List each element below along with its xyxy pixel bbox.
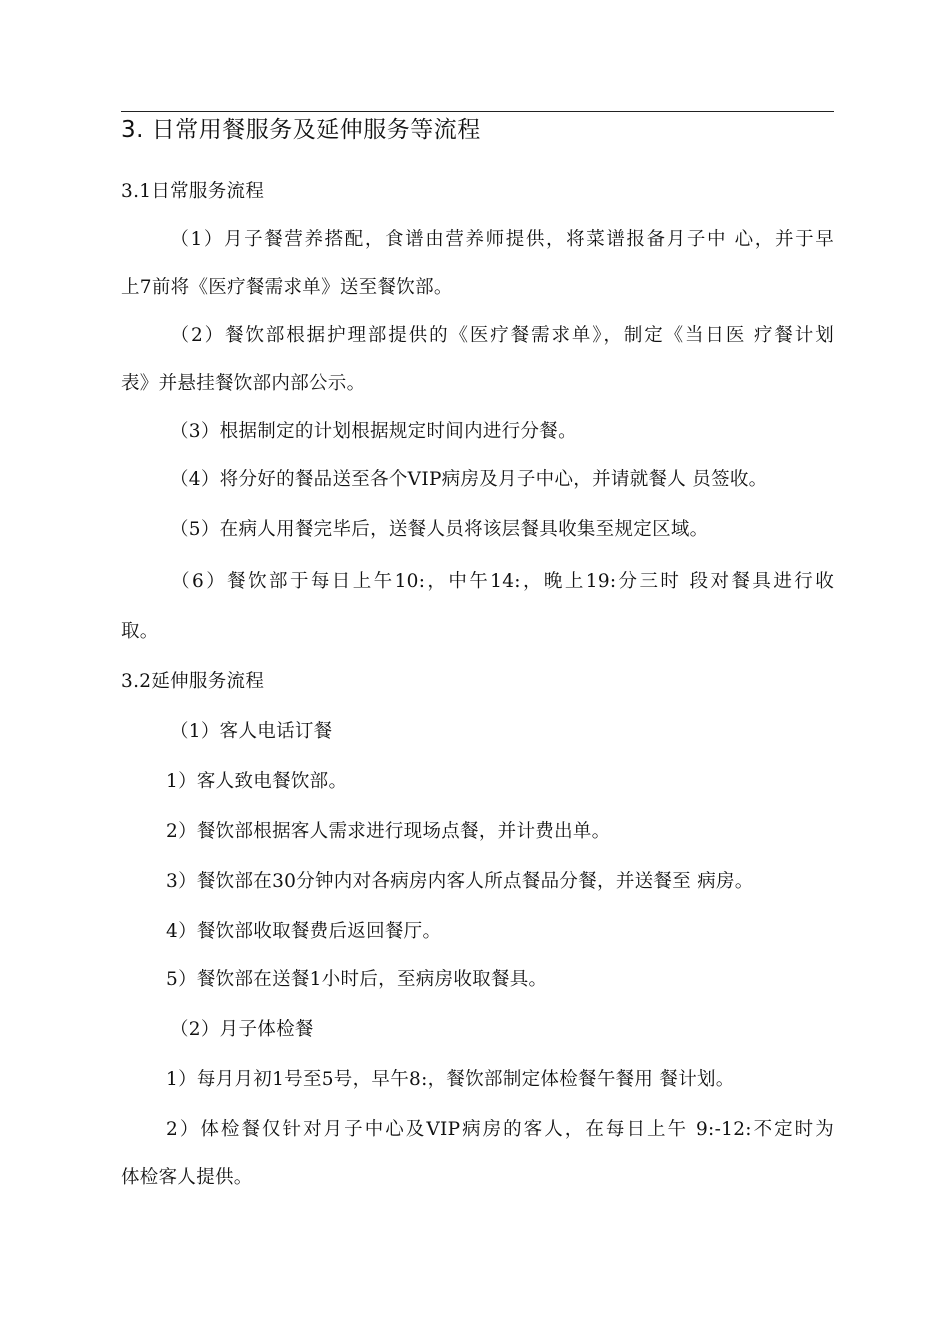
paragraph-2-line-1: （2）餐饮部根据护理部提供的《医疗餐需求单》，制定《当日医 疗餐计划 bbox=[169, 325, 834, 346]
checkup-item-2-line-2: 体检客人提供。 bbox=[121, 1167, 253, 1188]
paragraph-4: （4）将分好的餐品送至各个VIP病房及月子中心，并请就餐人 员签收。 bbox=[170, 469, 768, 490]
section-heading: 3. 日常用餐服务及延伸服务等流程 bbox=[121, 117, 481, 143]
list-item-3: 3）餐饮部在30分钟内对各病房内客人所点餐品分餐，并送餐至 病房。 bbox=[166, 871, 754, 892]
paragraph-1-line-2: 上7前将《医疗餐需求单》送至餐饮部。 bbox=[121, 277, 453, 298]
header-rule bbox=[121, 111, 834, 112]
subsection-title-3-1: 3.1日常服务流程 bbox=[121, 181, 265, 202]
paragraph-6-line-1: （6）餐饮部于每日上午10:，中午14:，晚上19:分三时 段对餐具进行收 bbox=[169, 571, 834, 592]
paragraph-3: （3）根据制定的计划根据规定时间内进行分餐。 bbox=[170, 421, 577, 442]
paragraph-6-line-2: 取。 bbox=[121, 621, 159, 642]
paragraph-2-line-2: 表》并悬挂餐饮部内部公示。 bbox=[121, 373, 366, 394]
paragraph-1-line-1: （1）月子餐营养搭配，食谱由营养师提供，将菜谱报备月子中 心，并于早 bbox=[169, 229, 834, 250]
sub-heading-phone-order: （1）客人电话订餐 bbox=[170, 721, 333, 742]
sub-heading-checkup-meal: （2）月子体检餐 bbox=[170, 1019, 314, 1040]
list-item-1: 1）客人致电餐饮部。 bbox=[166, 771, 348, 792]
paragraph-5: （5）在病人用餐完毕后，送餐人员将该层餐具收集至规定区域。 bbox=[170, 519, 709, 540]
checkup-item-2-line-1: 2）体检餐仅针对月子中心及VIP病房的客人，在每日上午 9:-12:不定时为 bbox=[166, 1119, 834, 1140]
list-item-4: 4）餐饮部收取餐费后返回餐厅。 bbox=[166, 921, 442, 942]
list-item-5: 5）餐饮部在送餐1小时后，至病房收取餐具。 bbox=[166, 969, 548, 990]
subsection-title-3-2: 3.2延伸服务流程 bbox=[121, 671, 265, 692]
list-item-2: 2）餐饮部根据客人需求进行现场点餐，并计费出单。 bbox=[166, 821, 611, 842]
checkup-item-1: 1）每月月初1号至5号，早午8:，餐饮部制定体检餐午餐用 餐计划。 bbox=[166, 1069, 735, 1090]
